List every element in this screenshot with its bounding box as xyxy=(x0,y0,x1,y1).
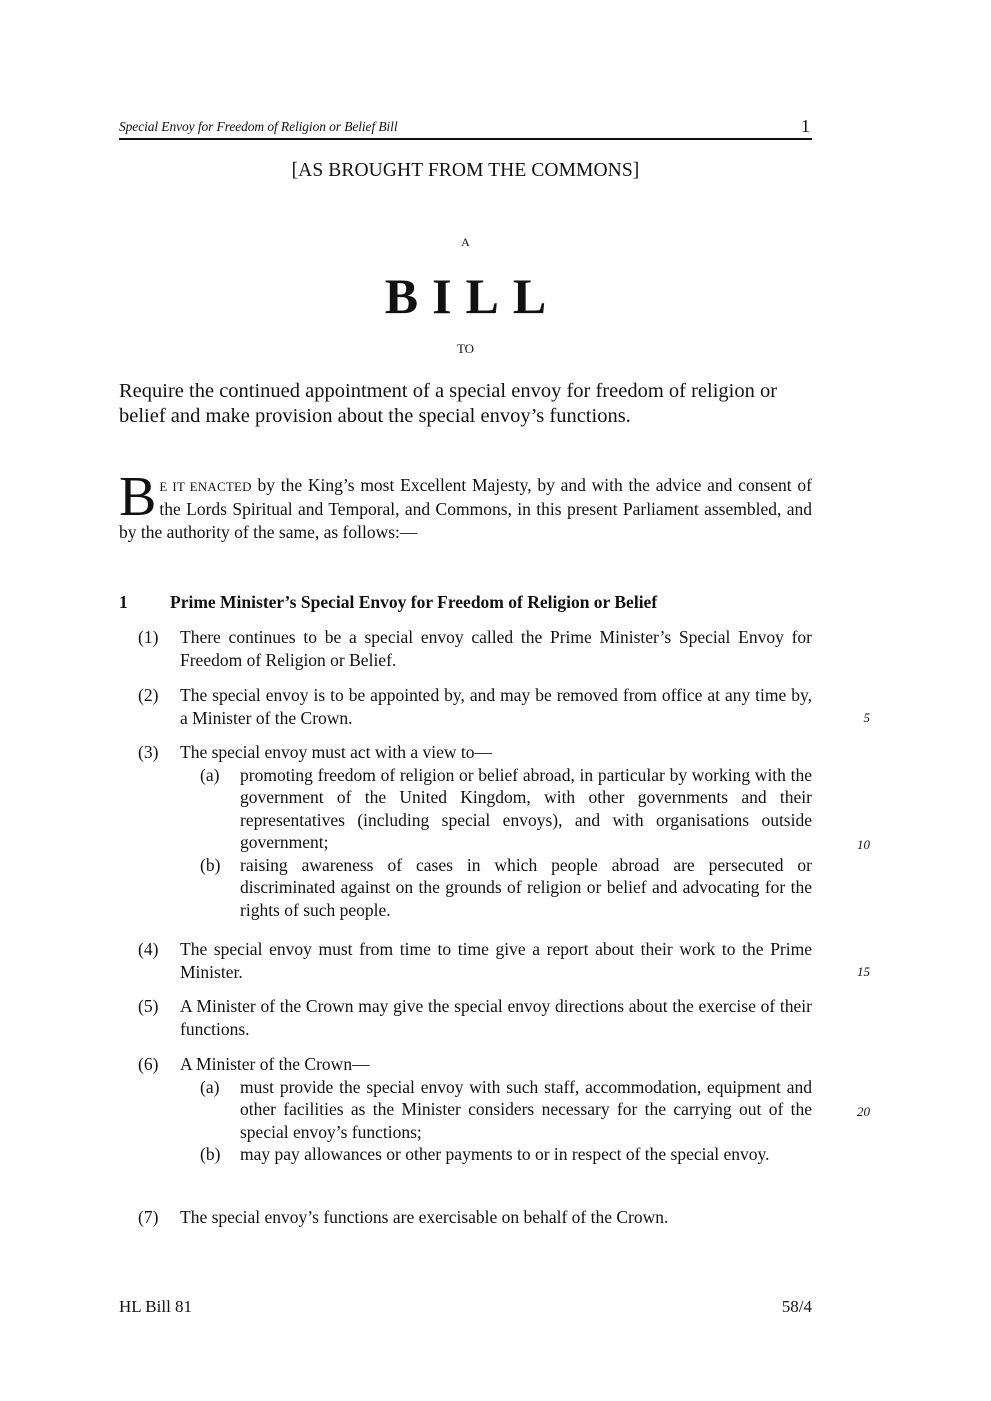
subsection-label: (3) xyxy=(138,742,159,762)
running-head-title: Special Envoy for Freedom of Religion or Belief Bill xyxy=(119,119,398,134)
bill-title: BILL xyxy=(384,268,561,324)
enacting-formula xyxy=(119,466,812,544)
paragraph-text: must provide the special envoy with such staff, accommodation, equipment and other facilities as the Minister considers necessary for the carrying out of the special envoy’s functions; xyxy=(240,1076,812,1142)
paragraph-label: (b) xyxy=(200,854,221,875)
subsection-label: (2) xyxy=(138,685,159,705)
paragraph-3a xyxy=(200,764,812,854)
bill-reference: HL Bill 81 xyxy=(119,1297,193,1316)
subsection-6 xyxy=(119,1053,812,1166)
subsection-label: (5) xyxy=(138,996,159,1016)
stage-note: [AS BROUGHT FROM THE COMMONS] xyxy=(291,160,640,181)
enacting-smallcaps: E IT ENACTED xyxy=(159,479,252,494)
subsection-text: The special envoy’s functions are exercisable on behalf of the Crown. xyxy=(180,1207,669,1227)
subsection-5 xyxy=(119,995,812,1040)
subsection-text: A Minister of the Crown— xyxy=(180,1054,370,1074)
paragraph-label: (b) xyxy=(200,1144,221,1164)
subsection-7 xyxy=(119,1206,812,1229)
subsection-3 xyxy=(119,741,812,921)
subsection-1 xyxy=(119,626,812,671)
line-number-5: 5 xyxy=(863,710,870,725)
subsection-text: The special envoy must act with a view to— xyxy=(180,742,493,762)
line-number-15: 15 xyxy=(857,964,870,979)
subsection-text: There continues to be a special envoy called the Prime Minister’s Special Envoy for Freedom of Religion or Belief. xyxy=(180,627,812,670)
paragraph-text: promoting freedom of religion or belief abroad, in particular by working with the government of the United Kingdom, with other governments and their representatives (including special envoys), and with organisations outside government; xyxy=(240,764,812,852)
subsection-label: (4) xyxy=(138,939,159,959)
running-head xyxy=(119,116,812,140)
paragraph-6b xyxy=(200,1143,812,1166)
drop-cap: B xyxy=(119,466,157,528)
line-number-20: 20 xyxy=(857,1104,870,1119)
subsection-label: (1) xyxy=(138,627,159,647)
print-reference: 58/4 xyxy=(781,1297,812,1316)
long-title: Require the continued appointment of a special envoy for freedom of religion or belief and make provision about the special envoy’s functions. xyxy=(119,380,778,427)
subsection-label: (6) xyxy=(138,1054,159,1074)
section-title: Prime Minister’s Special Envoy for Freedom of Religion or Belief xyxy=(170,592,658,612)
subsection-text: The special envoy is to be appointed by, and may be removed from office at any time by, a Minister of the Crown. xyxy=(180,685,812,728)
subsection-2 xyxy=(119,684,812,729)
subsection-4 xyxy=(119,938,812,983)
line-number-10: 10 xyxy=(857,837,870,852)
paragraph-label: (a) xyxy=(200,764,220,785)
subsection-text: The special envoy must from time to time give a report about their work to the Prime Minister. xyxy=(180,939,812,982)
subsection-label: (7) xyxy=(138,1207,159,1227)
section-number: 1 xyxy=(119,592,128,612)
paragraph-text: may pay allowances or other payments to or in respect of the special envoy. xyxy=(240,1144,770,1164)
paragraph-6a xyxy=(200,1076,812,1144)
enacting-text: by the King’s most Excellent Majesty, by and with the advice and consent of the Lords Spiritual and Temporal, and Commons, in this present Parliament assembled, and by the authority of the same, as follows:— xyxy=(119,475,812,542)
preamble-to: TO xyxy=(456,341,475,356)
page-number: 1 xyxy=(801,116,810,136)
preamble-a: A xyxy=(461,235,470,249)
subsection-text: A Minister of the Crown may give the special envoy directions about the exercise of their functions. xyxy=(180,996,812,1039)
paragraph-label: (a) xyxy=(200,1076,220,1097)
paragraph-3b xyxy=(200,854,812,922)
paragraph-text: raising awareness of cases in which people abroad are persecuted or discriminated against on the grounds of religion or belief and advocating for the rights of such people. xyxy=(240,854,812,920)
